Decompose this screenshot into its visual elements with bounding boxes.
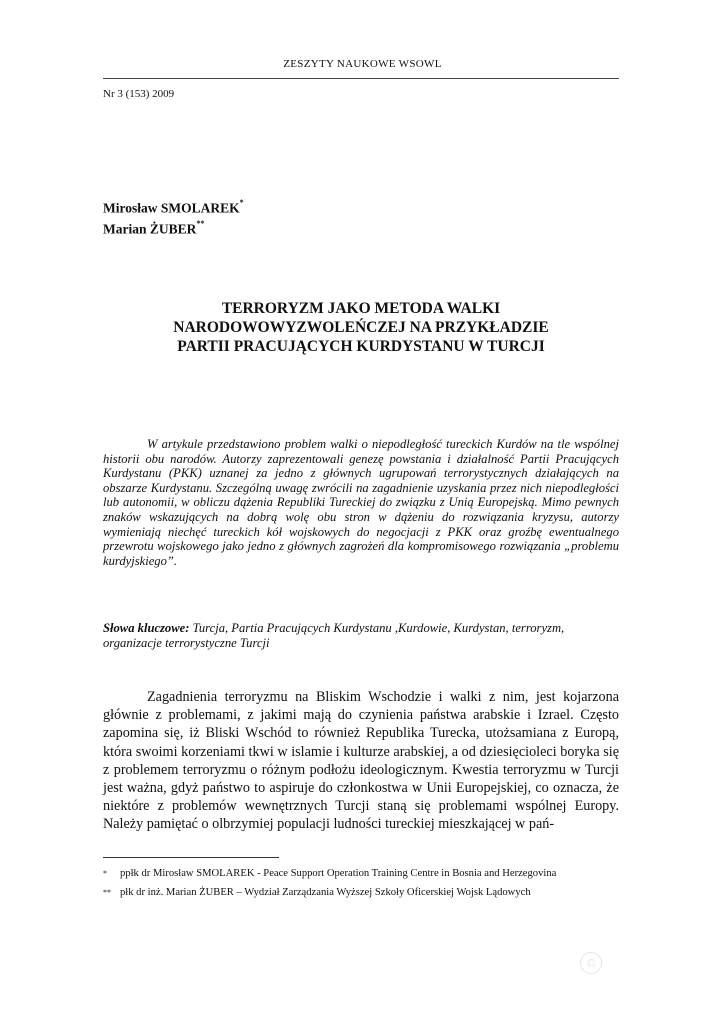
footnote-1 — [103, 868, 633, 880]
title-line-3: PARTII PRACUJĄCYCH KURDYSTANU W TURCJI — [177, 338, 545, 355]
keywords-label: Słowa kluczowe: — [103, 621, 190, 635]
footnote-1-text: ppłk dr Mirosław SMOLAREK - Peace Support Operation Training Centre in Bosnia and Herzegovina — [120, 868, 557, 879]
footnote-2 — [103, 887, 633, 899]
author-1 — [103, 196, 244, 217]
author-2-mark: ** — [196, 218, 205, 228]
footnote-1-mark: * — [103, 869, 107, 878]
footnote-2-mark: ** — [103, 888, 111, 897]
author-2-name: Marian ŻUBER — [103, 221, 197, 236]
author-list — [103, 196, 244, 237]
journal-name: ZESZYTY NAUKOWE WSOWL — [283, 58, 442, 70]
title-line-2: NARODOWOWYZWOLEŃCZEJ NA PRZYKŁADZIE — [173, 319, 549, 336]
keywords-text: Turcja, Partia Pracujących Kurdystanu ,Kurdowie, Kurdystan, terroryzm, organizacje terrorystyczne Turcji — [103, 621, 565, 650]
title-line-1: TERRORYZM JAKO METODA WALKI — [221, 300, 501, 317]
footnote-2-text: płk dr inż. Marian ŻUBER – Wydział Zarządzania Wyższej Szkoły Oficerskiej Wojsk Lądowych — [120, 887, 531, 898]
author-2 — [103, 217, 244, 238]
keywords — [103, 621, 619, 650]
footnote-rule — [103, 857, 279, 858]
abstract: W artykule przedstawiono problem walki o niepodległość tureckich Kurdów na tle wspólnej historii obu narodów. Autorzy zaprezentowali genezę powstania i działalność Partii Pracujących Kurdystanu (PKK) uznanej za jedno z głównych ugrupowań terrorystycznych działających na obszarze Kurdystanu. Szczególną uwagę zwrócili na zagadnienie uzyskania przez nich niepodległości lub autonomii, w obliczu dążenia Republiki Tureckiej do związku z Unią Europejską. Mimo pewnych znaków wskazujących na dobrą wolę obu stron w dążeniu do rozwiązania kryzysu, autorzy wymieniają niechęć tureckich kół wojskowych do negocjacji z PKK oraz groźbę ewentualnego przewrotu wojskowego jako jedno z głównych zagrożeń dla kompromisowego rozwiązania „problemu kurdyjskiego”. — [103, 437, 619, 568]
author-1-name: Mirosław SMOLAREK — [103, 200, 240, 216]
watermark-icon: © — [580, 952, 602, 974]
author-1-mark: * — [239, 198, 244, 207]
header-rule — [103, 78, 619, 79]
article-title — [103, 299, 619, 356]
body-paragraph: Zagadnienia terroryzmu na Bliskim Wschodzie i walki z nim, jest kojarzona głównie z problemami, z jakimi mają do czynienia państwa arabskie i Izrael. Często zapomina się, iż Bliski Wschód to również Republika Turecka, utożsamiana z Europą, która swoimi korzeniami tkwi w islamie i kulturze arabskiej, a od dziesięcioleci boryka się z problemem terroryzmu o różnym podłożu ideologicznym. Kwestia terroryzmu w Turcji jest ważna, gdyż państwo to aspiruje do członkostwa w Unii Europejskiej, co oznacza, że niektóre z problemów wewnętrznych Turcji staną się problemami wspólnej Europy. Należy pamiętać o olbrzymiej populacji ludności tureckiej mieszkającej w pań- — [103, 689, 619, 833]
issue-number: Nr 3 (153) 2009 — [103, 88, 175, 100]
